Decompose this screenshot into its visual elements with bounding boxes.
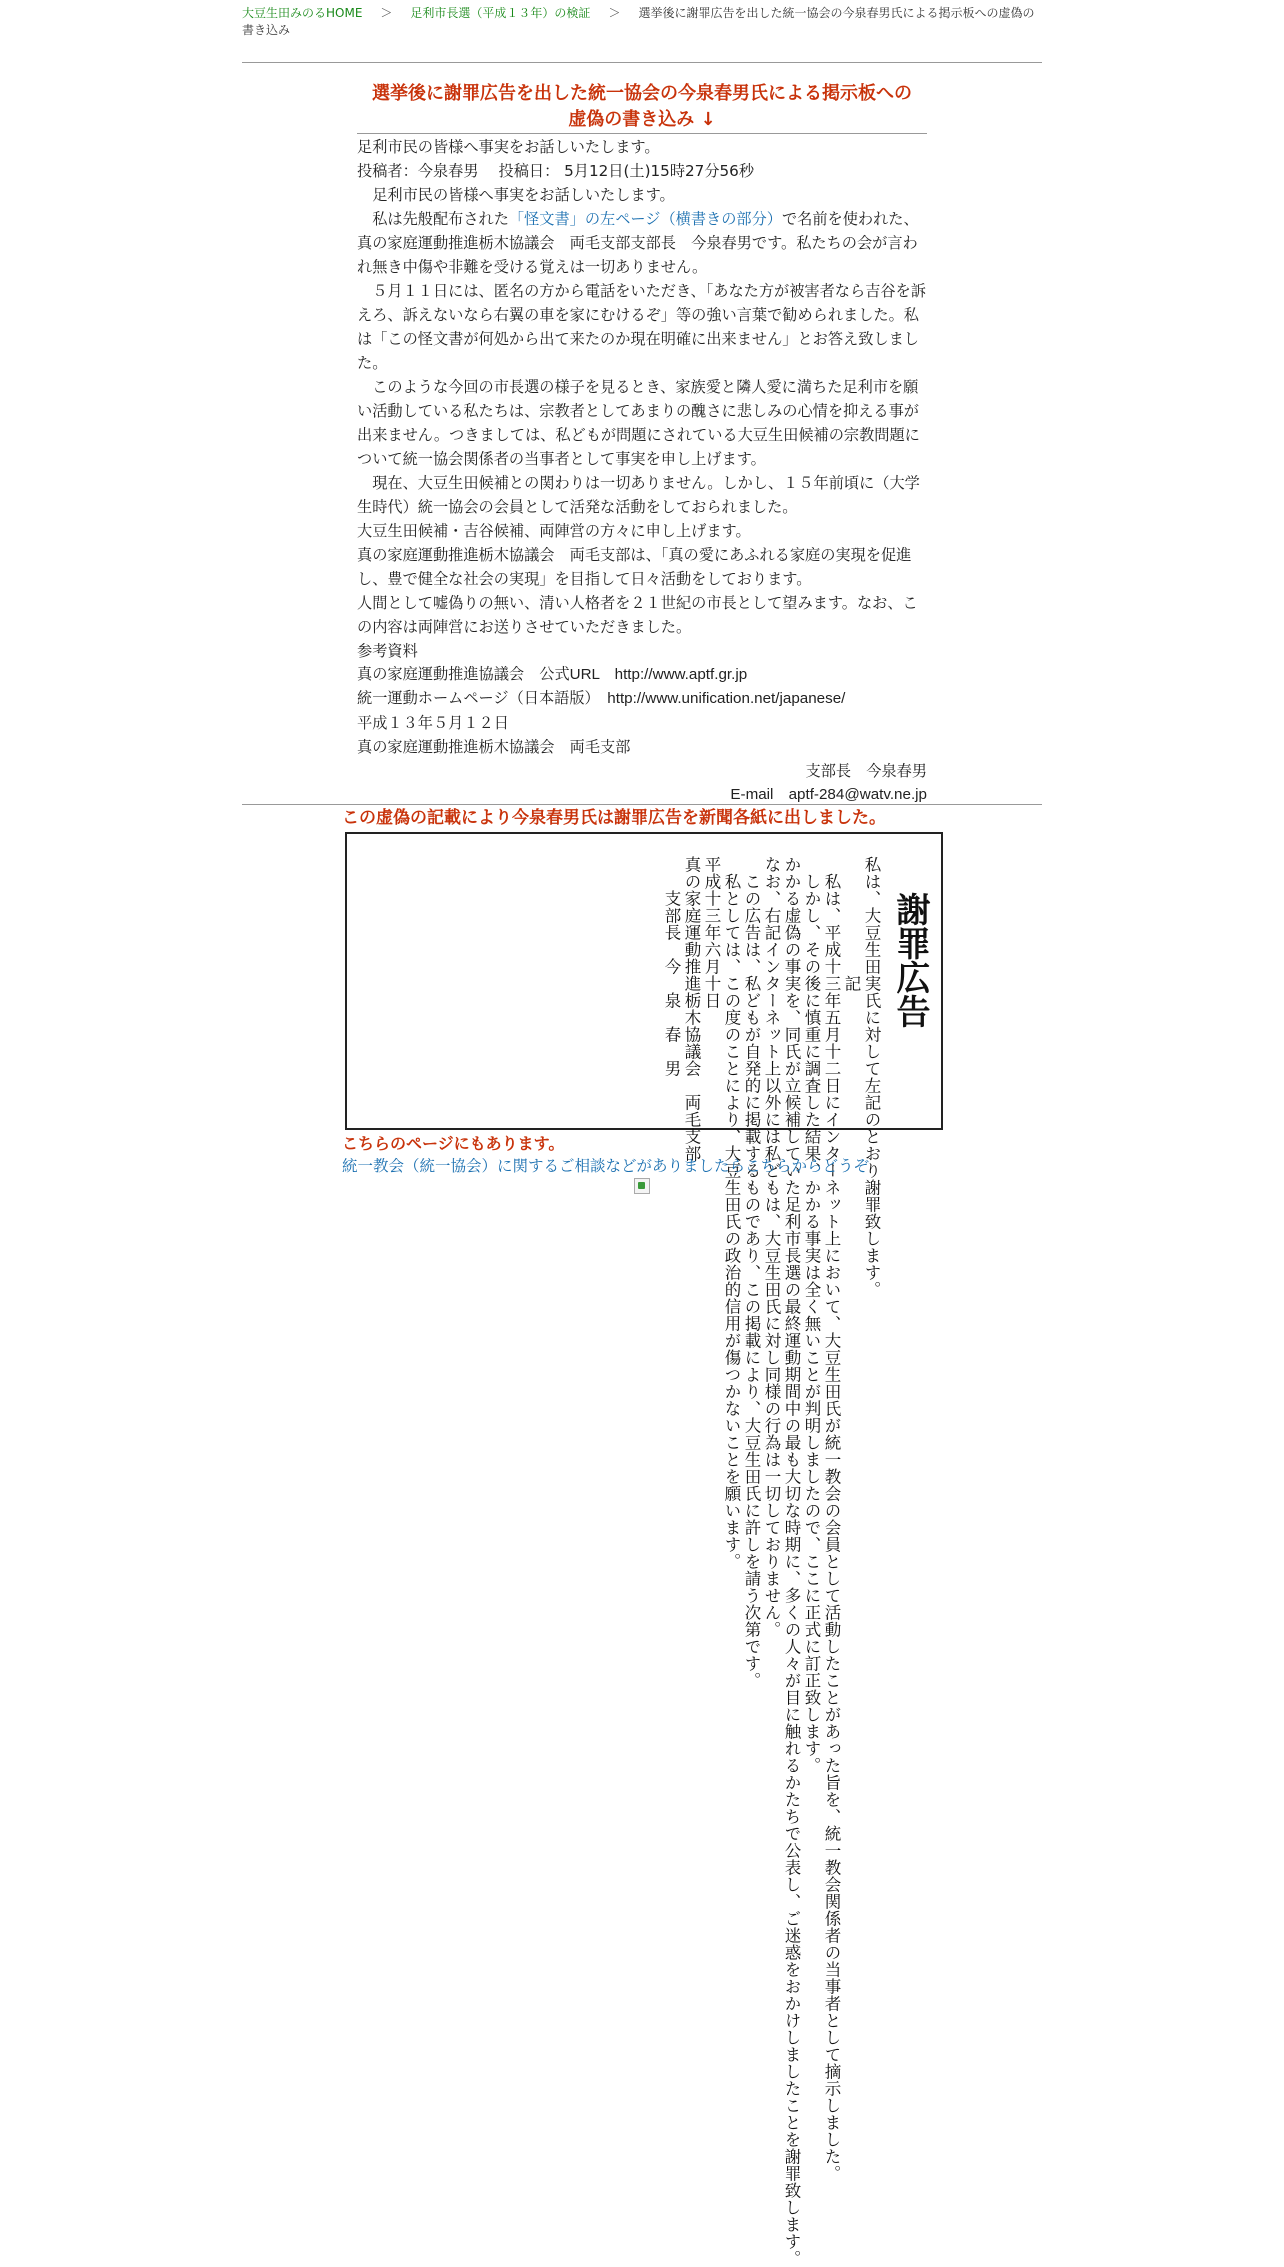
kaibunsho-link[interactable]: 「怪文書」の左ページ（横書きの部分） <box>508 210 782 228</box>
breadcrumb <box>242 5 1042 39</box>
also-here-note: こちらのページにもあります。 <box>342 1134 565 1153</box>
post-paragraph: 現在、大豆生田候補との関わりは一切ありません。しかし、１５年前頃に（大学生時代）統一協会の会員として活発な活動をしておられました。 <box>357 474 920 516</box>
post-paragraph <box>357 207 927 279</box>
apology-ad-text: 私は、大豆生田実氏に対して左記のとおり謝罪致します。 記 私は、平成十三年五月十二日にインターネット上において、大豆生田氏が統一教会の会員として活動したことがあった旨を、統一教会関係者の当事者として摘示しました。 しかし、その後に慎重に調査した結果、かかる事実は全く無いことが判明しましたので、ここに正式に訂正致します。 かかる虚偽の事実を、同氏が立候補していた足利市長選の最終運動期間中の最も大切な時期に、多くの人々が目に触れるかたちで公表し、ご迷惑をおかけしましたことを謝罪致します。 なお、右記インターネット上以外には私どもは、大豆生田氏に対し同様の行為は一切しておりません。 この広告は、私どもが自発的に掲載するものであり、この掲載により、大豆生田氏に許しを請う次第です。 私としては、この度のことにより、大豆生田氏の政治的信用が傷つかないことを願います。 平成十三年六月十日 真の家庭運動推進栃木協議会 両毛支部 支部長 今 泉 春 男 <box>662 856 881 2267</box>
breadcrumb-home-link[interactable]: 大豆生田みのるHOME <box>242 6 363 20</box>
post-paragraph: 足利市民の皆様へ事実をお話しいたします。 <box>357 186 675 204</box>
post-body <box>357 135 927 807</box>
post-date: 平成１３年５月１２日 <box>357 714 509 732</box>
post-subject: 足利市民の皆様へ事実をお話しいたします。 <box>357 138 660 156</box>
page-title-line-2: 虚偽の書き込み ↓ <box>568 109 716 130</box>
post-organization: 真の家庭運動推進栃木協議会 両毛支部 <box>357 738 631 756</box>
post-meta: 投稿者：今泉春男 投稿日： 5月12日(土)15時27分56秒 <box>357 162 755 180</box>
title-divider <box>357 133 927 134</box>
post-signer: 支部長 今泉春男 <box>805 762 927 780</box>
post-text: 私は先般配布された <box>357 210 509 228</box>
broken-image-icon[interactable] <box>634 1178 650 1194</box>
post-email: E-mail aptf-284@watv.ne.jp <box>730 786 927 803</box>
breadcrumb-separator: ＞ <box>380 6 393 20</box>
reference-label: 参考資料 <box>357 642 418 660</box>
post-paragraph: 真の家庭運動推進栃木協議会 両毛支部は、「真の愛にあふれる家庭の実現を促進し、豊で健全な社会の実現」を目指して日々活動をしております。 <box>357 546 912 588</box>
apology-heading: この虚偽の記載により今泉春男氏は謝罪広告を新聞各紙に出しました。 <box>342 808 886 828</box>
apology-ad-title: 謝罪広告 <box>890 892 930 1028</box>
post-text: で名前を使われた、真の家庭運動推進栃木協議会 両毛支部支部長 今泉春男です。私たちの会が言われ無き中傷や非難を受ける覚えは一切ありません。 <box>357 210 919 276</box>
top-divider <box>242 62 1042 63</box>
breadcrumb-section-link[interactable]: 足利市長選（平成１３年）の検証 <box>410 6 591 20</box>
reference-aptf: 真の家庭運動推進協議会 公式URL http://www.aptf.gr.jp <box>357 666 748 683</box>
post-paragraph: このような今回の市長選の様子を見るとき、家族愛と隣人愛に満ちた足利市を願い活動している私たちは、宗教者としてあまりの醜さに悲しみの心情を抑える事が出来ません。つきましては、私どもが問題にされている大豆生田候補の宗教問題について統一協会関係者の当事者として事実を申し上げます。 <box>357 378 920 468</box>
section-divider <box>242 804 1042 805</box>
post-paragraph: 大豆生田候補・吉谷候補、両陣営の方々に申し上げます。 <box>357 522 751 540</box>
page-title-line-1: 選挙後に謝罪広告を出した統一協会の今泉春男氏による掲示板への <box>372 83 912 104</box>
page-title <box>357 81 927 133</box>
reference-unification: 統一運動ホームページ（日本語版） http://www.unification.net/japanese/ <box>357 690 846 707</box>
post-paragraph: 人間として嘘偽りの無い、清い人格者を２１世紀の市長として望みます。なお、この内容は両陣営にお送りさせていただきました。 <box>357 594 918 636</box>
post-paragraph: ５月１１日には、匿名の方から電話をいただき、「あなた方が被害者なら吉谷を訴えろ、訴えないなら右翼の車を家にむけるぞ」等の強い言葉で勧められました。私は「この怪文書が何処から出て来たのか現在明確に出来ません」とお答え致しました。 <box>357 282 926 372</box>
breadcrumb-separator: ＞ <box>608 6 621 20</box>
breadcrumb-current: 選挙後に謝罪広告を出した統一協会の今泉春男氏による掲示板への虚偽の書き込み <box>242 6 1035 37</box>
consultation-link[interactable]: 統一教会（統一協会）に関するご相談などがありましたらこちらからどうぞ <box>342 1157 870 1175</box>
